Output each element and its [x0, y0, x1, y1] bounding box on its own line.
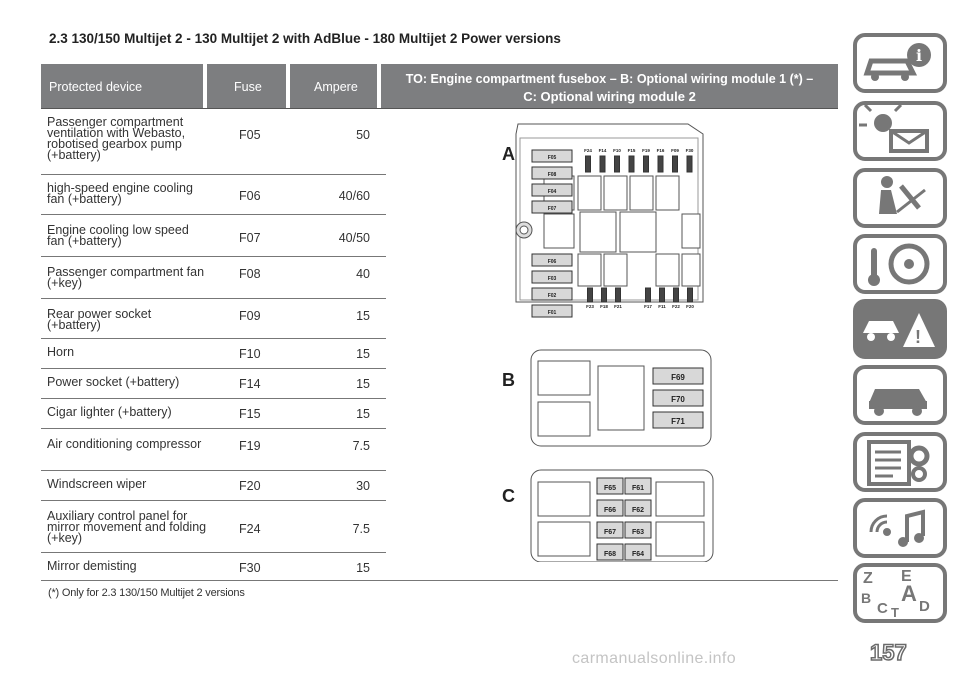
fuse-label: F18 [600, 304, 608, 309]
row-ampere: 40 [356, 267, 370, 281]
row-device: high-speed engine cooling fan (+battery) [47, 181, 193, 206]
index-icon[interactable] [853, 563, 947, 623]
fuse-label: F23 [586, 304, 594, 309]
header-device: Protected device [49, 80, 143, 94]
dashboard-info-icon[interactable] [853, 33, 947, 93]
row-fuse: F15 [239, 407, 261, 421]
footnote: (*) Only for 2.3 130/150 Multijet 2 versions [48, 587, 245, 599]
header-fuse: Fuse [234, 80, 262, 94]
svg-text:Z: Z [863, 570, 873, 587]
row-ampere: 15 [356, 377, 370, 391]
fuse-label: F68 [603, 551, 617, 558]
row-ampere: 15 [356, 347, 370, 361]
row-fuse: F07 [239, 230, 261, 245]
row-device: Engine cooling low speed fan (+battery) [47, 223, 189, 248]
fuse-blade [660, 288, 665, 302]
row-fuse: F06 [239, 188, 261, 203]
svg-text:i: i [916, 46, 923, 65]
row-fuse: F08 [239, 267, 261, 281]
fuse-blade [616, 288, 621, 302]
svg-text:A: A [901, 581, 917, 606]
page-number: 157 [870, 640, 907, 665]
row-fuse: F10 [239, 347, 261, 361]
row-fuse: F05 [239, 128, 261, 142]
fuse-label: F16 [656, 148, 665, 153]
svg-text:E: E [901, 568, 912, 585]
fuse-label: F15 [627, 148, 636, 153]
fuse-label: F11 [658, 304, 666, 309]
table-header [41, 64, 377, 108]
row-device: Windscreen wiper [47, 477, 147, 491]
warning-lights-icon[interactable] [853, 101, 947, 161]
fuse-label: F06 [547, 259, 557, 265]
row-device: Auxiliary control panel for mirror movement and folding (+key) [47, 509, 207, 545]
row-device: Air conditioning compressor [47, 437, 202, 451]
fuse-label: F08 [547, 172, 557, 178]
fuse-label: F10 [613, 148, 621, 153]
row-fuse: F19 [239, 439, 261, 453]
fuse-blade [687, 156, 692, 172]
fuse-blade [674, 288, 679, 302]
row-fuse: F09 [239, 309, 261, 323]
watermark: carmanualsonline.info [572, 650, 737, 667]
fuse-label: F09 [671, 148, 679, 153]
safety-icon[interactable] [853, 168, 947, 228]
label-b: B [502, 370, 515, 390]
row-device: Passenger compartment fan (+key) [47, 265, 205, 290]
row-fuse: F24 [239, 522, 261, 536]
fuse-label: F62 [631, 507, 645, 514]
fuse-blade [602, 288, 607, 302]
fuse-label: F05 [547, 155, 557, 161]
svg-text:!: ! [915, 327, 921, 347]
row-ampere: 40/60 [338, 188, 370, 203]
row-ampere: 15 [356, 407, 370, 421]
maintenance-icon[interactable] [853, 365, 947, 425]
row-device: Mirror demisting [47, 559, 137, 573]
fuse-label: F14 [598, 148, 607, 153]
svg-text:D: D [919, 598, 930, 615]
row-device: Horn [47, 345, 75, 359]
fuse-label: F20 [686, 304, 694, 309]
fuse-label: F07 [547, 206, 557, 212]
fuse-blade [615, 156, 620, 172]
fuse-box-diagram [498, 112, 718, 562]
fuse-label: F67 [603, 529, 617, 536]
fuse-blade [658, 156, 663, 172]
fuse-label: F02 [547, 293, 557, 299]
fuse-blade [588, 288, 593, 302]
fuse-blade [629, 156, 634, 172]
fuse-blade [688, 288, 693, 302]
fuse-label: F66 [603, 507, 617, 514]
fuse-label: F63 [631, 529, 645, 536]
fuse-label: F04 [547, 189, 557, 195]
fuse-label: F01 [547, 310, 557, 316]
technical-data-icon[interactable] [853, 432, 947, 492]
row-ampere: 15 [356, 309, 370, 323]
row-device: Passenger compartment ventilation with Webasto, robotised gearbox pump (+battery) [47, 115, 186, 162]
header-location [381, 64, 838, 108]
row-ampere: 30 [356, 479, 370, 493]
svg-text:T: T [891, 605, 899, 619]
emergency-icon[interactable] [853, 299, 947, 359]
starting-driving-icon[interactable] [853, 234, 947, 294]
page-title: 2.3 130/150 Multijet 2 - 130 Multijet 2 with AdBlue - 180 Multijet 2 Power versions [49, 31, 561, 46]
label-c: C [502, 486, 515, 506]
header-location-line1: TO: Engine compartment fusebox – B: Optional wiring module 1 (*) – [405, 72, 814, 86]
fuse-label: F30 [685, 148, 694, 153]
svg-text:B: B [861, 590, 872, 606]
fuse-label: F61 [631, 485, 645, 492]
fuse-label: F17 [644, 304, 652, 309]
fuse-blade [646, 288, 651, 302]
svg-text:C: C [877, 600, 888, 617]
fuse-blade [600, 156, 605, 172]
fuse-label: F69 [671, 373, 685, 382]
row-device: Cigar lighter (+battery) [47, 405, 172, 419]
fuse-blade [586, 156, 591, 172]
header-location-line2: C: Optional wiring module 2 [523, 89, 696, 104]
fuse-label: F03 [547, 276, 557, 282]
row-fuse: F20 [239, 479, 261, 493]
row-fuse: F14 [239, 377, 261, 391]
row-ampere: 7.5 [352, 522, 370, 536]
row-device: Power socket (+battery) [47, 375, 180, 389]
multimedia-icon[interactable] [853, 498, 947, 558]
fuse-label: F21 [614, 304, 622, 309]
label-a: A [502, 144, 515, 164]
fuse-label: F24 [584, 148, 592, 153]
header-ampere: Ampere [314, 80, 358, 94]
fuse-label: F70 [671, 395, 685, 404]
fuse-label: F64 [631, 551, 645, 558]
row-fuse: F30 [239, 561, 261, 575]
fuse-label: F22 [672, 304, 680, 309]
fuse-blade [644, 156, 649, 172]
fuse-label: F71 [671, 417, 685, 426]
row-ampere: 15 [356, 561, 370, 575]
row-ampere: 50 [356, 128, 370, 142]
fuse-blade [673, 156, 678, 172]
row-device: Rear power socket (+battery) [47, 307, 152, 332]
fuse-label: F65 [603, 485, 617, 492]
fuse-label: F19 [642, 148, 650, 153]
row-ampere: 40/50 [338, 230, 370, 245]
row-ampere: 7.5 [352, 439, 370, 453]
